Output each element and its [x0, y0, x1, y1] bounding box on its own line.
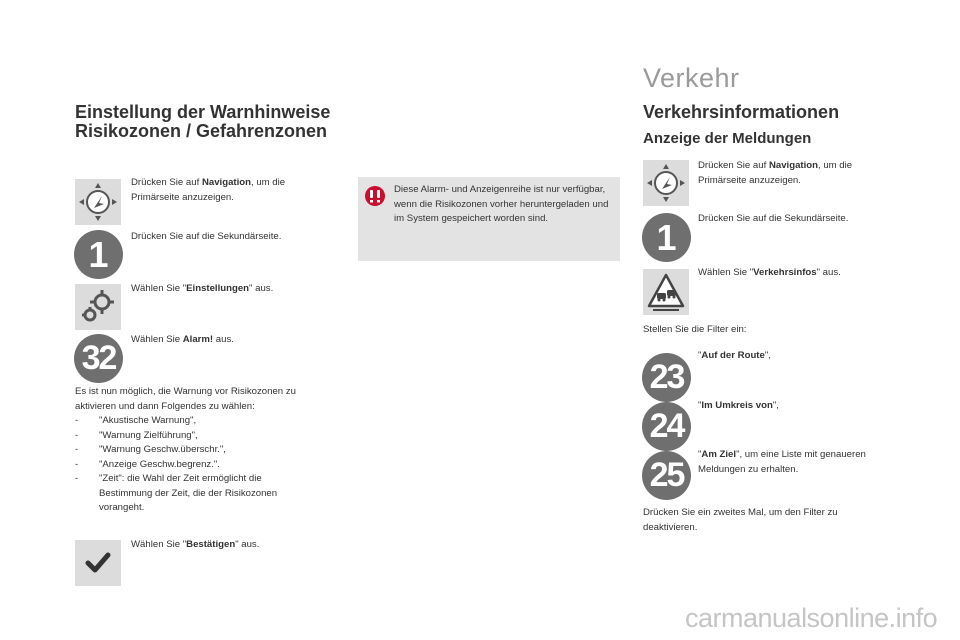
warning-note [358, 177, 620, 261]
step-number-badge: 1 [74, 230, 123, 279]
filter-intro: Stellen Sie die Filter ein: [643, 324, 747, 335]
step-alarm-text: Wählen Sie Alarm! aus. [131, 334, 234, 345]
settings-gear-icon [75, 284, 121, 330]
heading-line-1: Einstellung der Warnhinweise [75, 102, 331, 122]
step-secondary-text: Drücken Sie auf die Sekundärseite. [131, 231, 282, 242]
chapter-title: Verkehr [643, 63, 740, 93]
filter-destination-text: "Am Ziel", um eine Liste mit genaueren Meldungen zu erhalten. [698, 449, 866, 475]
step-settings-text: Wählen Sie "Einstellungen" aus. [131, 283, 274, 294]
list-item: - "Warnung Geschw.überschr.", [75, 443, 310, 458]
step-traffic-text: Wählen Sie "Verkehrsinfos" aus. [698, 267, 841, 278]
step-number-badge: 1 [642, 213, 691, 262]
subsection-heading: Anzeige der Meldungen [643, 130, 812, 147]
filter-number-badge: 24 [642, 402, 691, 451]
warning-text: Diese Alarm- und Anzeigenreihe ist nur verfügbar, wenn die Risikozonen vorher heruntergeladen und im System gespeichert worden sind. [394, 184, 609, 224]
warning-exclamation-icon [364, 185, 386, 207]
navigation-button-icon [75, 179, 121, 225]
section-heading: Verkehrsinformationen [643, 102, 840, 122]
step-confirm-text: Wählen Sie "Bestätigen" aus. [131, 539, 260, 550]
confirm-check-icon [75, 540, 121, 586]
filter-number-badge: 25 [642, 451, 691, 500]
options-list [75, 414, 310, 516]
step-number-badge: 32 [74, 334, 123, 383]
list-item: - "Warnung Zielführung", [75, 429, 310, 444]
list-item: - "Anzeige Geschw.begrenz.". [75, 458, 310, 473]
step-navigation-text: Drücken Sie auf Navigation, um die Primärseite anzuzeigen. [131, 177, 286, 203]
traffic-info-icon [643, 269, 689, 315]
step-navigation-text: Drücken Sie auf Navigation, um die Primärseite anzuzeigen. [698, 160, 853, 186]
navigation-button-icon [643, 160, 689, 206]
filter-radius-text: "Im Umkreis von", [698, 400, 779, 411]
section-heading [75, 103, 330, 141]
filter-number-badge: 23 [642, 353, 691, 402]
options-intro: Es ist nun möglich, die Warnung vor Risikozonen zu aktivieren und dann Folgendes zu wählen: [75, 386, 296, 412]
list-item: - "Akustische Warnung", [75, 414, 310, 429]
filter-route-text: "Auf der Route", [698, 350, 771, 361]
list-item: - "Zeit": die Wahl der Zeit ermöglicht die Bestimmung der Zeit, die der Risikozonen vorangeht. [75, 472, 310, 516]
heading-line-2: Risikozonen / Gefahrenzonen [75, 121, 328, 141]
closing-note: Drücken Sie ein zweites Mal, um den Filter zu deaktivieren. [643, 507, 838, 533]
footer-watermark: carmanualsonline.info [685, 603, 938, 633]
step-secondary-text: Drücken Sie auf die Sekundärseite. [698, 213, 849, 224]
